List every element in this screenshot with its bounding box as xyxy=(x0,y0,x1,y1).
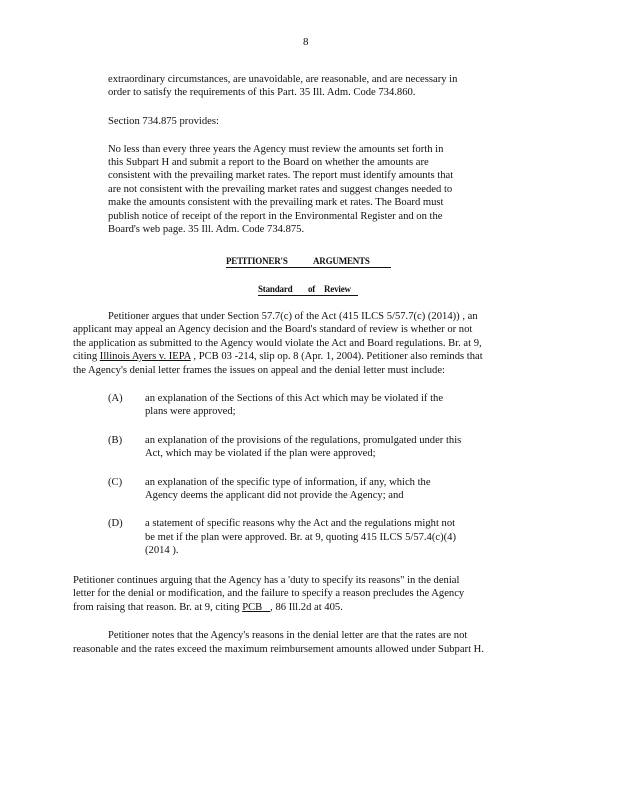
list-label-c: (C) xyxy=(108,477,123,488)
case-citation: , PCB 03 -214, slip op. 8 (Apr. 1, 2004). Petitioner also reminds that xyxy=(190,351,483,362)
para2-reporter-cite: , 86 Ill.2d at 405. xyxy=(270,602,343,613)
para1-line-4 xyxy=(73,351,483,363)
list-label-b: (B) xyxy=(108,435,123,446)
heading-underline-1 xyxy=(226,267,391,268)
pcb-citation: PCB xyxy=(242,602,263,613)
list-b-line-2: Act, which may be violated if the plan were approved; xyxy=(145,448,376,459)
heading-review: Review xyxy=(324,284,351,294)
para1-line-5: the Agency's denial letter frames the issues on appeal and the denial letter must include: xyxy=(73,365,445,376)
para2-line-1: Petitioner continues arguing that the Agency has a 'duty to specify its reasons" in the denial xyxy=(73,575,460,586)
quote-line-4: are not consistent with the prevailing market rates and suggest changes needed to xyxy=(108,184,453,195)
para3-line-1: Petitioner notes that the Agency's reasons in the denial letter are that the rates are not xyxy=(108,630,468,641)
heading-standard: Standard xyxy=(258,284,293,294)
list-d-line-3: (2014 ). xyxy=(145,545,179,556)
para1-line-3: the application as submitted to the Agency would violate the Act and Board regulations. Br. at 9, xyxy=(73,338,482,349)
quote-line-5: make the amounts consistent with the prevailing mark et rates. The Board must xyxy=(108,197,444,208)
list-c-line-1: an explanation of the specific type of information, if any, which the xyxy=(145,477,431,488)
para2-line-2: letter for the denial or modification, and the failure to specify a reason precludes the Agency xyxy=(73,588,465,599)
block1-line-2: order to satisfy the requirements of this Part. 35 Ill. Adm. Code 734.860. xyxy=(108,87,416,98)
citing-text: citing xyxy=(73,351,98,362)
pcb-citation-blank xyxy=(262,602,270,613)
para1-line-2: applicant may appeal an Agency decision and the Board's standard of review is whether or not xyxy=(73,324,473,335)
list-a-line-2: plans were approved; xyxy=(145,406,236,417)
heading-arguments: ARGUMENTS xyxy=(313,256,370,266)
heading-petitioners: PETITIONER'S xyxy=(226,256,288,266)
section-intro: Section 734.875 provides: xyxy=(108,116,219,127)
heading-underline-2 xyxy=(258,295,358,296)
page-number: 8 xyxy=(303,36,309,48)
list-label-a: (A) xyxy=(108,393,123,404)
quote-line-6: publish notice of receipt of the report in the Environmental Register and on the xyxy=(108,211,443,222)
list-d-line-1: a statement of specific reasons why the Act and the regulations might not xyxy=(145,518,456,529)
para2-line-3 xyxy=(73,602,343,614)
list-label-d: (D) xyxy=(108,518,123,529)
quote-line-2: this Subpart H and submit a report to the Board on whether the amounts are xyxy=(108,157,429,168)
list-a-line-1: an explanation of the Sections of this Act which may be violated if the xyxy=(145,393,444,404)
quote-line-7: Board's web page. 35 Ill. Adm. Code 734.875. xyxy=(108,224,305,235)
heading-of: of xyxy=(308,284,316,294)
list-d-line-2: be met if the plan were approved. Br. at 9, quoting 415 ILCS 5/57.4(c)(4) xyxy=(145,532,456,543)
case-name-link: Illinois Ayers v. IEPA xyxy=(99,351,191,362)
quote-line-1: No less than every three years the Agency must review the amounts set forth in xyxy=(108,144,444,155)
list-b-line-1: an explanation of the provisions of the regulations, promulgated under this xyxy=(145,435,462,446)
list-c-line-2: Agency deems the applicant did not provide the Agency; and xyxy=(145,490,404,501)
para3-line-2: reasonable and the rates exceed the maximum reimbursement amounts allowed under Subpart H. xyxy=(73,644,484,655)
para1-line-1: Petitioner argues that under Section 57.7(c) of the Act (415 ILCS 5/57.7(c) (2014)) , an xyxy=(108,311,478,322)
block1-line-1: extraordinary circumstances, are unavoidable, are reasonable, and are necessary in xyxy=(108,74,458,85)
para2-citing-text: from raising that reason. Br. at 9, citing xyxy=(73,602,240,613)
quote-line-3: consistent with the prevailing market rates. The report must identify amounts that xyxy=(108,170,454,181)
